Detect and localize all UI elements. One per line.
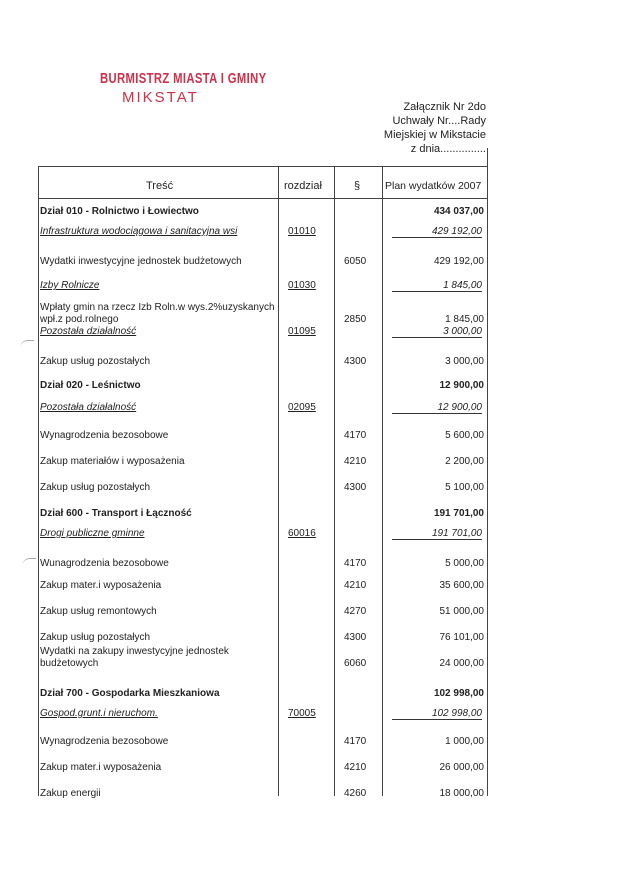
cell-paragraf: 6060	[344, 658, 367, 669]
cell-rozdzial: 02095	[288, 402, 316, 413]
cell-tresc: Wydatki inwestycyjne jednostek budżetowych	[40, 256, 242, 267]
margin-mark	[20, 340, 34, 349]
header-rozdzial: rozdział	[284, 180, 322, 192]
cell-paragraf: 4170	[344, 736, 367, 747]
cell-kwota: 102 998,00	[392, 708, 482, 720]
cell-paragraf: 4300	[344, 482, 367, 493]
cell-kwota: 35 600,00	[439, 580, 484, 591]
cell-kwota: 1 845,00	[392, 280, 482, 292]
cell-kwota: 24 000,00	[439, 658, 484, 669]
cell-paragraf: 4300	[344, 632, 367, 643]
col-border	[382, 166, 383, 796]
cell-kwota: 1 845,00	[445, 314, 484, 325]
cell-kwota: 191 701,00	[433, 508, 484, 519]
cell-paragraf: 6050	[344, 256, 367, 267]
cell-paragraf: 4300	[344, 356, 367, 367]
cell-tresc: Pozostała działalność	[40, 402, 137, 413]
mayor-stamp	[100, 70, 322, 106]
cell-tresc: Wpłaty gmin na rzecz Izb Roln.w wys.2%uzyskanych wpł.z pod.rolnego	[40, 302, 275, 325]
cell-rozdzial: 01030	[288, 280, 316, 291]
cell-kwota: 76 101,00	[439, 632, 484, 643]
cell-tresc: Wunagrodzenia bezosobowe	[40, 558, 169, 569]
cell-tresc: Drogi publiczne gminne	[40, 528, 145, 539]
col-border	[278, 166, 279, 796]
cell-paragraf: 4210	[344, 762, 367, 773]
cell-tresc: Izby Rolnicze	[40, 280, 100, 291]
cell-paragraf: 4210	[344, 580, 367, 591]
cell-paragraf: 4170	[344, 430, 367, 441]
cell-tresc: Zakup usług pozostałych	[40, 356, 151, 367]
header-plan: Plan wydatków 2007	[385, 180, 482, 192]
cell-kwota: 26 000,00	[439, 762, 484, 773]
cell-tresc: Wynagrodzenia bezosobowe	[40, 736, 169, 747]
annex-line: z dnia...............	[410, 143, 486, 155]
cell-kwota: 102 998,00	[433, 688, 484, 699]
cell-tresc: Zakup energii	[40, 788, 101, 799]
header-tresc: Treść	[146, 180, 174, 192]
table-top-border	[38, 166, 488, 167]
cell-kwota: 429 192,00	[392, 226, 482, 238]
cell-tresc: Zakup materiałów i wyposażenia	[40, 456, 185, 467]
cell-kwota: 5 000,00	[445, 558, 484, 569]
cell-kwota: 1 000,00	[445, 736, 484, 747]
cell-tresc: Zakup mater.i wyposażenia	[40, 762, 162, 773]
cell-paragraf: 4170	[344, 558, 367, 569]
cell-tresc: Gospod.grunt.i nieruchom.	[40, 708, 158, 719]
col-border	[487, 148, 488, 796]
margin-mark	[22, 558, 36, 567]
cell-tresc: Dział 010 - Rolnictwo i Łowiectwo	[40, 206, 199, 217]
header-paragraf: §	[354, 180, 361, 192]
cell-rozdzial: 70005	[288, 708, 316, 719]
cell-kwota: 5 100,00	[445, 482, 484, 493]
col-border	[38, 166, 39, 796]
stamp-line-1: BURMISTRZ MIASTA I GMINY	[100, 70, 267, 87]
cell-kwota: 3 000,00	[445, 356, 484, 367]
cell-kwota: 12 900,00	[392, 402, 482, 414]
cell-kwota: 2 200,00	[445, 456, 484, 467]
cell-tresc: Zakup usług pozostałych	[40, 632, 151, 643]
header-bottom-border	[38, 198, 488, 199]
cell-tresc: Wynagrodzenia bezosobowe	[40, 430, 169, 441]
cell-rozdzial: 01095	[288, 326, 316, 337]
cell-tresc: Wydatki na zakupy inwestycyjne jednostek budżetowych	[40, 646, 229, 669]
cell-tresc: Infrastruktura wodociągowa i sanitacyjna wsi	[40, 226, 238, 237]
cell-tresc: Zakup usług remontowych	[40, 606, 157, 617]
cell-paragraf: 2850	[344, 314, 367, 325]
annex-line: Załącznik Nr 2do	[403, 101, 486, 113]
cell-kwota: 429 192,00	[433, 256, 484, 267]
cell-tresc: Zakup mater.i wyposażenia	[40, 580, 162, 591]
cell-rozdzial: 01010	[288, 226, 316, 237]
cell-tresc: Zakup usług pozostałych	[40, 482, 151, 493]
cell-rozdzial: 60016	[288, 528, 316, 539]
cell-paragraf: 4260	[344, 788, 367, 799]
col-border	[334, 166, 335, 796]
cell-kwota: 51 000,00	[439, 606, 484, 617]
cell-paragraf: 4270	[344, 606, 367, 617]
stamp-line-2: MIKSTAT	[122, 89, 199, 106]
annex-line: Miejskiej w Mikstacie	[383, 129, 486, 141]
annex-note	[346, 100, 486, 156]
budget-table	[38, 166, 488, 799]
cell-kwota: 12 900,00	[439, 380, 484, 391]
cell-paragraf: 4210	[344, 456, 367, 467]
cell-kwota: 191 701,00	[392, 528, 482, 540]
cell-kwota: 434 037,00	[433, 206, 484, 217]
cell-kwota: 5 600,00	[445, 430, 484, 441]
cell-tresc: Pozostała działalność	[40, 326, 137, 337]
cell-kwota: 3 000,00	[392, 326, 482, 338]
annex-line: Uchwały Nr....Rady	[392, 115, 486, 127]
cell-kwota: 18 000,00	[439, 788, 484, 799]
cell-tresc: Dział 600 - Transport i Łączność	[40, 508, 192, 519]
cell-tresc: Dział 020 - Leśnictwo	[40, 380, 141, 391]
cell-tresc: Dział 700 - Gospodarka Mieszkaniowa	[40, 688, 220, 699]
